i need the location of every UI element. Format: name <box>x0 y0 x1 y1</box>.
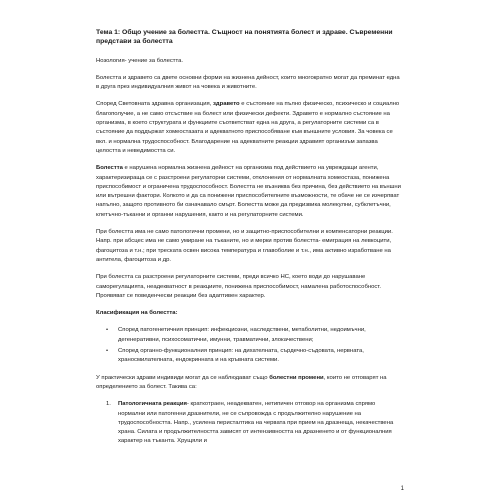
practice-bold-term: болестни промени <box>269 374 324 381</box>
who-bold-term: здравето <box>212 101 240 108</box>
who-text-after: е състояние на пълно физическо, психическо и социално благополучие, а не само отсъствие на болест или физически дефекти. Здравето е нормално състояние на организма, в което структурата и функциите съответстват една на друга, а регулаторните системи са в състояние да поддържат хомеостазата и адекватното приспособяване към външните условия. За човека се вкл. и нормална трудоспособност. Благодарение на адекватните реакции здравият организъм запазва целостта и неведимостта си. <box>96 101 400 154</box>
numbered-list <box>96 400 404 446</box>
item-bold-term: Патологичната реакция <box>118 401 187 408</box>
paragraph-changes: При болестта има не само патологични промени, но и защитно-приспособителни и компенсаторни реакции. Напр. при абсцес има не само умиране на тъканите, но и мерки против болестта- емиграция на левкоцити, фагоцитоза и т.н.; при треската освен висока температура и главоболие и т.н., има активно изработване на антитела, фагоцитоза и др. <box>96 229 393 263</box>
paragraph-forms: Болестта и здравето са двете основни форми на жизнена дейност, които многократно могат да преминат една в друга през индивидуалния живот на човека и животните. <box>96 74 400 91</box>
page-number: 1 <box>400 486 404 492</box>
paragraph-regulatory: При болестта са разстроени регулаторните системи, преди всичко НС, което води до нарушаване саморегулацията, неадекватност в реакциите, понижена приспособимост, намалена работоспособност. Проявяват се поведенчески реакции без адаптивен характер. <box>96 274 381 299</box>
item-number: 1. <box>106 401 111 408</box>
practice-text-before: У практически здрави индивиди могат да се наблюдават също <box>96 374 270 381</box>
page-title: Тема 1: Общо учение за болестта. Същност на понятията болест и здраве. Съвременни представи за болестта <box>96 29 393 46</box>
item-text: - краткотраен, неадекватен, нетипичен отговор на организма спрямо нормални или патогенни дразнители, не се съпровожда с продължително нарушение на трудоспособността. Напр., усилена перисталтика на червата при прием на дразнеща, некачествена храна. Силата и продължителността зависят от интензивността на дразненето и от функционалния характер на тъканта. Хрущяли и <box>118 401 394 445</box>
numbered-item <box>106 400 404 446</box>
paragraph-disease-definition <box>96 164 404 220</box>
classification-item: • Според патогенетичния принцип: инфекциозни, наследствени, метаболитни, недоимъчни, дегенеративни, психосоматични, имунни, травматични, злокачествени; <box>118 326 404 345</box>
practice-text-after: , които не отговарят на определението за болест. Такива са: <box>96 374 387 390</box>
classification-heading: Класификация на болестта: <box>96 310 178 317</box>
disease-text: е нарушена нормална жизнена дейност на организма под действието на увреждащи агенти, характеризираща се с разстроени регулаторни системи, отклонения от нормалната хомеостаза, понижена приспособимост и ограничена трудоспособност. Болестта не възниква без причина, без действието на външни или вътрешни фактори. Колкото и да са понижени приспособителните възможности, те обаче не се изчерпват напълно, защото противното би означавало смърт. Болестта може да предизвика молекулни, субклетъчни, клетъчно-тъканни и органни нарушения, както и на регулаторните системи. <box>96 165 401 218</box>
disease-bold-term: Болестта <box>96 165 123 172</box>
who-text-before: Според Световната здравна организация, <box>96 101 213 108</box>
paragraph-nosology: Нозология- учение за болестта. <box>96 57 184 64</box>
paragraph-practice <box>96 374 404 393</box>
classification-item: • Според органно-функционалния принцип: на дихателната, сърдечно-съдовата, нервната, храносмилателната, ендокринната и на кръвната системи. <box>118 347 404 366</box>
paragraph-who-definition <box>96 100 404 156</box>
classification-list <box>96 326 404 365</box>
